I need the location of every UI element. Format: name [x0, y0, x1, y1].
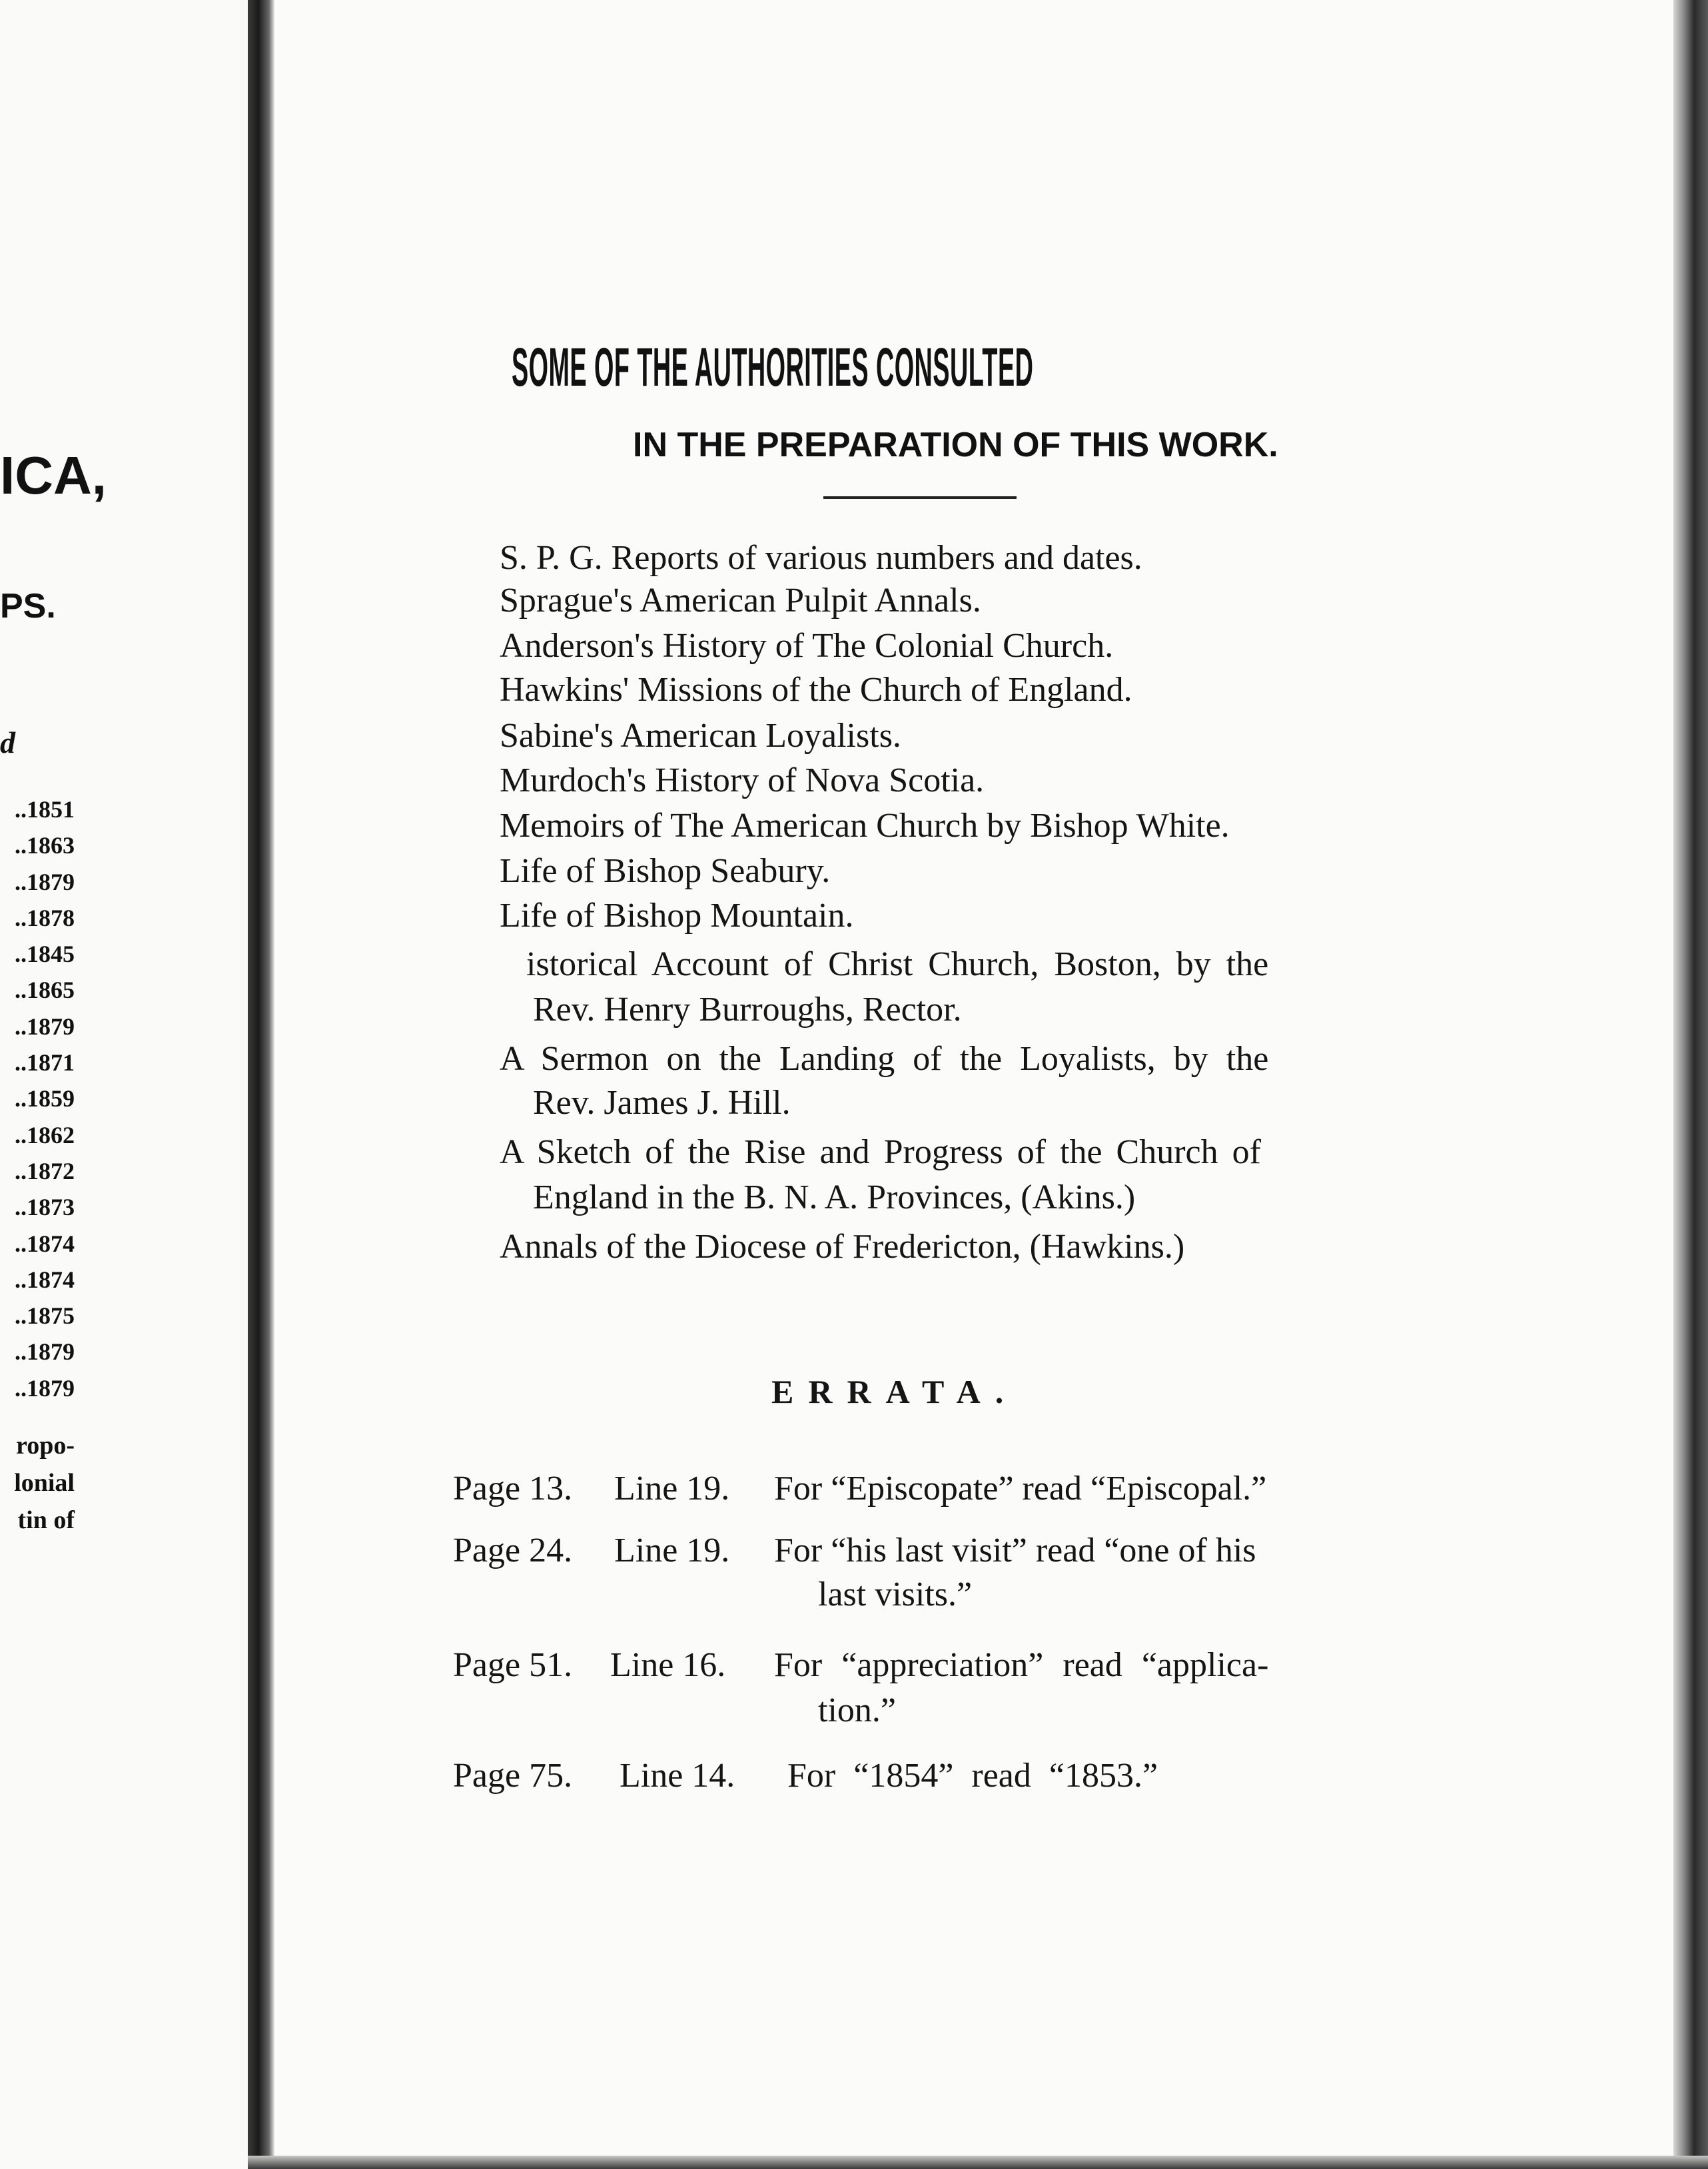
errata-correction-continuation: tion.” [818, 1691, 896, 1729]
left-tail-word: lonial [14, 1469, 75, 1497]
page-subtitle: IN THE PREPARATION OF THIS WORK. [633, 426, 1278, 464]
left-year: ..1874 [15, 1266, 75, 1293]
authority-item: S. P. G. Reports of various numbers and dates. [500, 539, 1142, 577]
left-year: ..1879 [15, 868, 75, 895]
authority-item: Hawkins' Missions of the Church of England. [500, 671, 1132, 709]
errata-line-number: Line 19. [614, 1531, 730, 1569]
errata-correction: For “appreciation” read “applica- [774, 1646, 1269, 1684]
left-fragment-column-head: d [0, 725, 15, 759]
left-tail-words [0, 1427, 75, 1539]
right-page [274, 0, 1673, 2158]
authority-item: A Sermon on the Landing of the Loyalists, by the [500, 1040, 1269, 1078]
authority-item: Sabine's American Loyalists. [500, 717, 901, 755]
left-year: ..1851 [15, 796, 75, 823]
errata-line-number: Line 14. [620, 1757, 735, 1795]
left-year: ..1873 [15, 1194, 75, 1221]
page-right-edge [1673, 0, 1708, 2169]
errata-page: Page 24. [453, 1531, 573, 1569]
errata-heading: ERRATA. [771, 1373, 1019, 1410]
book-gutter-shadow [248, 0, 274, 2169]
errata-page: Page 13. [453, 1470, 573, 1508]
left-year: ..1879 [15, 1338, 75, 1366]
authority-item: Murdoch's History of Nova Scotia. [500, 761, 985, 799]
authority-item: Anderson's History of The Colonial Church. [500, 627, 1114, 665]
left-fragment-subtitle: PS. [0, 587, 56, 626]
title-divider [823, 496, 1017, 499]
left-year: ..1879 [15, 1374, 75, 1402]
left-facing-page [0, 0, 248, 2169]
authority-item: Annals of the Diocese of Fredericton, (Hawkins.) [500, 1228, 1185, 1266]
left-tail-word: ropo- [16, 1432, 75, 1460]
authority-item-continuation: Rev. James J. Hill. [533, 1084, 791, 1122]
left-year: ..1845 [15, 941, 75, 968]
left-year: ..1863 [15, 832, 75, 859]
authority-item: A Sketch of the Rise and Progress of the Church of [500, 1133, 1261, 1171]
authority-item-continuation: England in the B. N. A. Provinces, (Akins.) [533, 1178, 1136, 1216]
authority-item: Life of Bishop Seabury. [500, 852, 831, 890]
errata-line-number: Line 16. [610, 1646, 726, 1684]
errata-correction-continuation: last visits.” [818, 1575, 973, 1613]
left-year: ..1862 [15, 1121, 75, 1148]
authority-item-continuation: Rev. Henry Burroughs, Rector. [533, 991, 962, 1029]
errata-correction: For “Episcopate” read “Episcopal.” [774, 1470, 1267, 1508]
authority-item: Memoirs of The American Church by Bishop White. [500, 807, 1230, 845]
left-year: ..1878 [15, 904, 75, 931]
authority-item: istorical Account of Christ Church, Boston, by the [526, 945, 1269, 983]
page-bottom-edge [248, 2156, 1708, 2169]
left-year: ..1871 [15, 1049, 75, 1077]
left-year-column [0, 791, 75, 1406]
errata-correction: For “1854” read “1853.” [787, 1757, 1158, 1795]
left-year: ..1865 [15, 977, 75, 1004]
left-tail-word: tin of [17, 1506, 75, 1534]
errata-page: Page 51. [453, 1646, 573, 1684]
page-title: SOME OF THE AUTHORITIES CONSULTED [512, 337, 1034, 398]
left-year: ..1879 [15, 1013, 75, 1040]
left-fragment-title: ICA, [0, 446, 107, 505]
errata-line-number: Line 19. [614, 1470, 730, 1508]
left-year: ..1874 [15, 1230, 75, 1257]
errata-correction: For “his last visit” read “one of his [774, 1531, 1256, 1569]
errata-page: Page 75. [453, 1757, 573, 1795]
left-year: ..1875 [15, 1302, 75, 1330]
authority-item: Life of Bishop Mountain. [500, 897, 854, 935]
left-year: ..1859 [15, 1085, 75, 1112]
left-year: ..1872 [15, 1157, 75, 1184]
authority-item: Sprague's American Pulpit Annals. [500, 582, 981, 620]
